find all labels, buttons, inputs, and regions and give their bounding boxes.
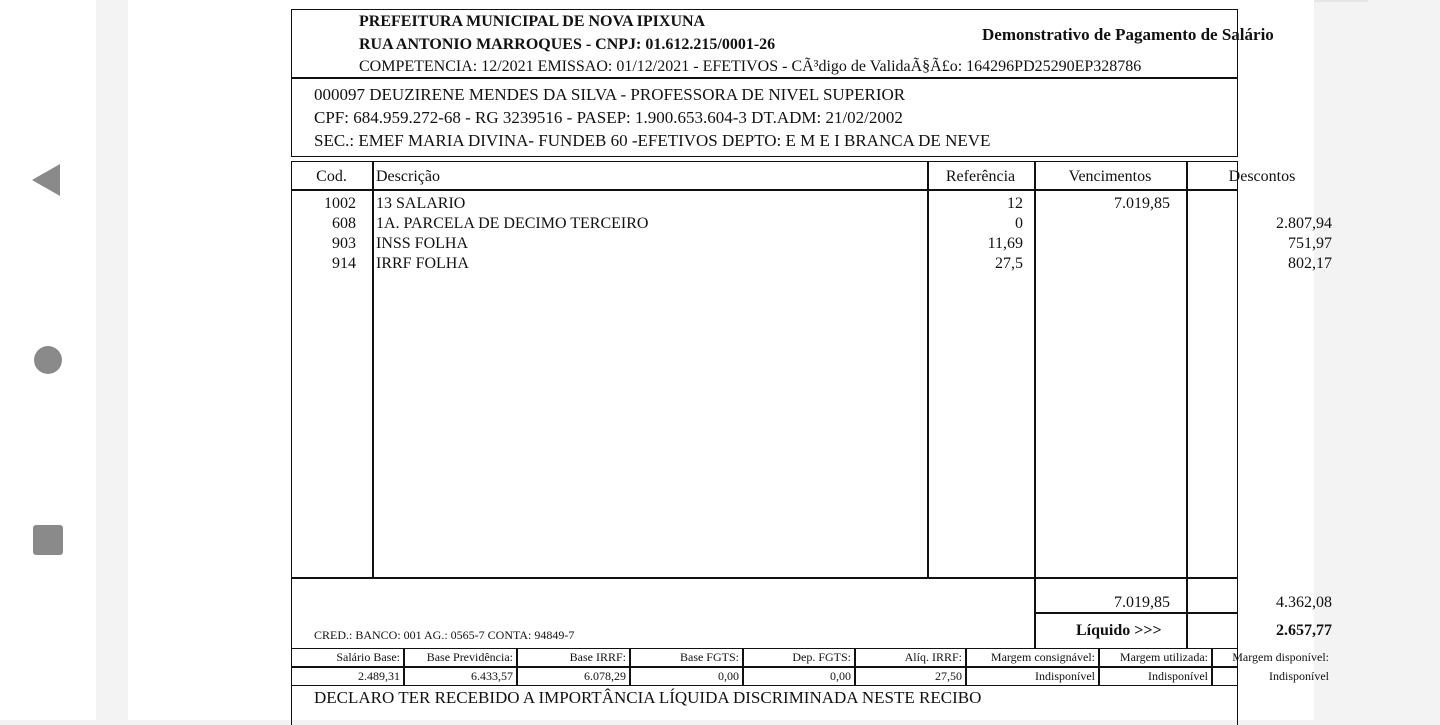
- row-cod: 903: [332, 235, 356, 252]
- base-label: Margem utilizada:: [1119, 650, 1208, 664]
- row-referencia: 11,69: [987, 235, 1023, 252]
- home-button[interactable]: [30, 342, 66, 378]
- declaration-text: DECLARO TER RECEBIDO A IMPORTÂNCIA LÍQUIDA DISCRIMINADA NESTE RECIBO: [314, 688, 982, 707]
- base-label: Base Previdência:: [426, 650, 513, 664]
- row-cod: 914: [332, 255, 356, 272]
- row-cod: 1002: [324, 195, 356, 212]
- total-descontos: 4.362,08: [1276, 594, 1332, 611]
- row-descontos: 751,97: [1288, 235, 1332, 252]
- row-cod: 608: [332, 215, 356, 232]
- base-value: 6.433,57: [471, 669, 513, 683]
- payslip: [194, 9, 1332, 720]
- employee-line-2: CPF: 684.959.272-68 - RG 3239516 - PASEP: 1.900.653.604-3 DT.ADM: 21/02/2002: [314, 108, 903, 127]
- row-descricao: 1A. PARCELA DE DECIMO TERCEIRO: [376, 215, 649, 232]
- row-vencimentos: 7.019,85: [1114, 195, 1170, 212]
- header-cod: Cod.: [316, 168, 347, 185]
- col-divider: [372, 161, 374, 579]
- base-label: Dep. FGTS:: [792, 650, 851, 664]
- triangle-back-icon: [30, 162, 66, 198]
- base-label: Margem disponível:: [1232, 650, 1329, 664]
- square-recent-icon: [30, 522, 66, 558]
- row-referencia: 27,5: [995, 255, 1023, 272]
- base-label: Salário Base:: [336, 650, 400, 664]
- liquido-label: Líquido >>>: [1076, 622, 1162, 639]
- base-value: 27,50: [935, 669, 962, 683]
- header-referencia: Referência: [945, 168, 1016, 185]
- base-value: 0,00: [718, 669, 739, 683]
- base-value: 6.078,29: [584, 669, 626, 683]
- employee-line-1: 000097 DEUZIRENE MENDES DA SILVA - PROFESSORA DE NIVEL SUPERIOR: [314, 85, 906, 104]
- base-value: 2.489,31: [358, 669, 400, 683]
- navigation-bar: [0, 0, 96, 720]
- row-descricao: IRRF FOLHA: [376, 255, 469, 272]
- base-label: Base FGTS:: [679, 650, 739, 664]
- row-descontos: 2.807,94: [1276, 215, 1332, 232]
- recent-apps-button[interactable]: [30, 522, 66, 558]
- employee-line-3: SEC.: EMEF MARIA DIVINA- FUNDEB 60 -EFETIVOS DEPTO: E M E I BRANCA DE NEVE: [314, 131, 991, 150]
- total-vencimentos: 7.019,85: [1114, 594, 1170, 611]
- bases-row-divider: [291, 666, 1238, 668]
- competencia-line: COMPETENCIA: 12/2021 EMISSAO: 01/12/2021 - EFETIVOS - CÃ³digo de ValidaÃ§Ã£o: 164296PD25290EP328786: [359, 58, 1142, 75]
- base-value: Indisponível: [1269, 669, 1329, 683]
- doc-title: Demonstrativo de Pagamento de Salário: [982, 25, 1274, 44]
- liquido-value: 2.657,77: [1276, 622, 1332, 639]
- table-header-divider: [291, 189, 1238, 191]
- header-descricao: Descrição: [376, 168, 440, 185]
- back-button[interactable]: [30, 162, 66, 198]
- base-label: Alíq. IRRF:: [904, 650, 962, 664]
- header-descontos: Descontos: [1228, 168, 1296, 185]
- address-cnpj: RUA ANTONIO MARROQUES - CNPJ: 01.612.215/0001-26: [359, 36, 776, 53]
- row-descricao: INSS FOLHA: [376, 235, 469, 252]
- row-referencia: 12: [1007, 195, 1023, 212]
- base-value: Indisponível: [1148, 669, 1208, 683]
- row-descontos: 802,17: [1288, 255, 1332, 272]
- row-referencia: 0: [1015, 215, 1023, 232]
- base-label: Margem consignável:: [990, 650, 1095, 664]
- base-value: 0,00: [830, 669, 851, 683]
- base-value: Indisponível: [1035, 669, 1095, 683]
- org-name: PREFEITURA MUNICIPAL DE NOVA IPIXUNA: [359, 13, 706, 30]
- circle-home-icon: [30, 342, 66, 378]
- totals-row-divider: [1034, 612, 1238, 614]
- base-label: Base IRRF:: [569, 650, 626, 664]
- row-descricao: 13 SALARIO: [376, 195, 466, 212]
- header-vencimentos: Vencimentos: [1068, 168, 1152, 185]
- bank-line: CRED.: BANCO: 001 AG.: 0565-7 CONTA: 94849-7: [314, 628, 575, 642]
- col-divider: [1034, 161, 1036, 579]
